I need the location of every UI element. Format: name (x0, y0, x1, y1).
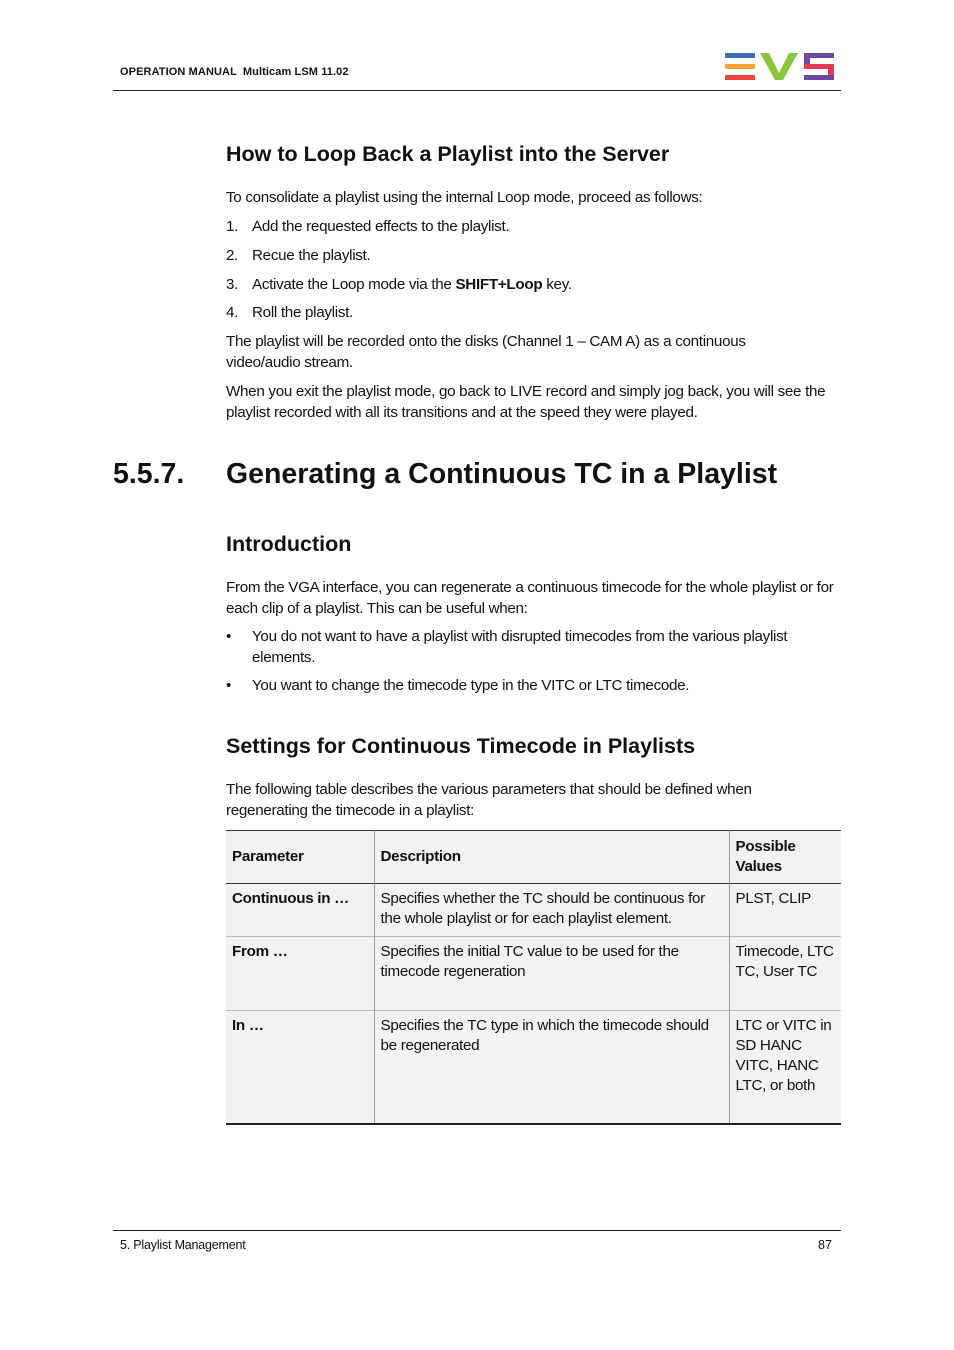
bullet-text: You want to change the timecode type in the VITC or LTC timecode. (252, 677, 690, 694)
logo-letter-s (804, 53, 834, 80)
column-header-description: Description (374, 831, 729, 884)
loop-paragraph: When you exit the playlist mode, go back to LIVE record and simply jog back, you will see the playlist recorded with all its transitions and at the speed they were played. (226, 383, 826, 421)
table-row (226, 1011, 841, 1124)
footer-chapter: 5. Playlist Management (120, 1238, 246, 1252)
parameter-cell: From … (232, 943, 288, 960)
step-text: Roll the playlist. (252, 304, 353, 321)
step-number: 4. (226, 304, 239, 321)
footer-rule (113, 1230, 841, 1231)
evs-logo (725, 53, 835, 81)
running-header (120, 66, 349, 78)
loop-heading: How to Loop Back a Playlist into the Server (226, 142, 670, 166)
step-number: 1. (226, 218, 239, 235)
loop-paragraph: The playlist will be recorded onto the disks (Channel 1 – CAM A) as a continuous video/audio stream. (226, 333, 746, 371)
column-header-values: Possible Values (729, 831, 841, 884)
page-number: 87 (818, 1238, 832, 1252)
step-text (252, 275, 842, 296)
logo-letter-e (725, 53, 755, 80)
bullet-icon: • (226, 677, 232, 694)
settings-heading: Settings for Continuous Timecode in Playlists (226, 734, 696, 758)
introduction-heading: Introduction (226, 532, 352, 556)
section-number: 5.5.7. (113, 458, 185, 490)
parameter-cell: Continuous in … (232, 890, 349, 907)
step-text: Recue the playlist. (252, 247, 371, 264)
description-cell: Specifies the initial TC value to be used for the timecode regeneration (374, 937, 729, 1011)
step-text-after: key. (542, 276, 572, 293)
bullet-icon: • (226, 628, 232, 645)
values-cell: PLST, CLIP (729, 884, 841, 937)
introduction-paragraph: From the VGA interface, you can regenerate a continuous timecode for the whole playlist or for each clip of a playlist. This can be useful when: (226, 579, 834, 617)
bullet-text: You do not want to have a playlist with disrupted timecodes from the various playlist elements. (252, 628, 788, 666)
column-header-parameter: Parameter (232, 847, 304, 865)
table-header-row (226, 831, 841, 884)
step-text: Add the requested effects to the playlist. (252, 218, 510, 235)
section-title: Generating a Continuous TC in a Playlist (226, 458, 778, 490)
parameters-table (226, 830, 841, 1125)
step-number: 3. (226, 276, 239, 293)
description-cell: Specifies the TC type in which the timecode should be regenerated (374, 1011, 729, 1124)
parameter-cell: In … (232, 1017, 264, 1034)
step-number: 2. (226, 247, 239, 264)
header-rule (113, 90, 841, 91)
values-cell: Timecode, LTC TC, User TC (729, 937, 841, 1011)
logo-letter-v (760, 53, 798, 80)
table-row (226, 937, 841, 1011)
manual-title: OPERATION MANUAL (120, 66, 237, 78)
loop-intro: To consolidate a playlist using the internal Loop mode, proceed as follows: (226, 189, 703, 206)
table-row (226, 884, 841, 937)
values-cell: LTC or VITC in SD HANC VITC, HANC LTC, or both (729, 1011, 841, 1124)
settings-paragraph: The following table describes the various parameters that should be defined when regenerating the timecode in a playlist: (226, 781, 752, 819)
description-cell: Specifies whether the TC should be continuous for the whole playlist or for each playlist element. (374, 884, 729, 937)
key-combo: SHIFT+Loop (455, 276, 543, 293)
step-text-before: Activate the Loop mode via the (252, 276, 456, 293)
product-name: Multicam LSM 11.02 (242, 66, 349, 78)
